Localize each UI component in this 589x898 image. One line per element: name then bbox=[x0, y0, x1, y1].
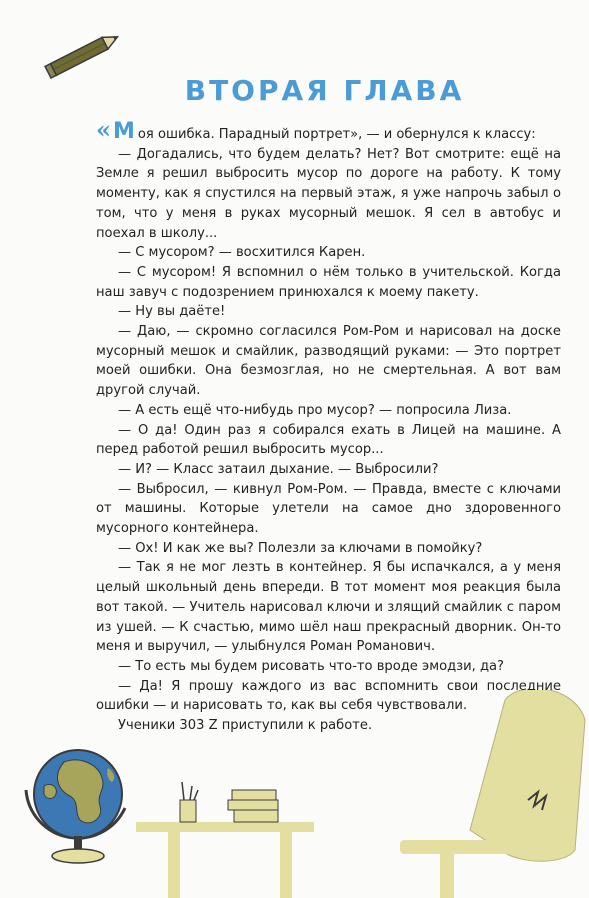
desk-illustration bbox=[136, 782, 314, 898]
paragraph: — С мусором? — восхитился Карен. bbox=[118, 245, 366, 261]
paragraph: — О да! Один раз я собирался ехать в Лицей на машине. А перед работой решил выбросить мусор... bbox=[96, 422, 561, 458]
chair-illustration bbox=[400, 690, 585, 898]
paragraph: — Да! Я прошу каждого из вас вспомнить свои последние ошибки — и нарисовать то, как вы себя чувствовали. bbox=[96, 678, 561, 714]
paragraph: — Догадались, что будем делать? Нет? Вот смотрите: ещё на Земле я решил выбросить мусор по дороге на работу. К тому моменту, как я спустился на первый этаж, я уже напрочь забыл о том, что у меня в руках мусорный мешок. Я сел в автобус и поехал в школу... bbox=[96, 146, 561, 241]
paragraph: — А есть ещё что-нибудь про мусор? — попросила Лиза. bbox=[118, 402, 512, 418]
paragraph: — Ох! И как же вы? Полезли за ключами в помойку? bbox=[118, 540, 483, 556]
chapter-text bbox=[96, 115, 561, 736]
paragraph: — С мусором! Я вспомнил о нём только в учительской. Когда наш завуч с подозрением принюхался к моему пакету. bbox=[96, 264, 561, 300]
drop-quote: « bbox=[96, 115, 111, 144]
classroom-illustration bbox=[0, 690, 589, 898]
paragraph: — То есть мы будем рисовать что-то вроде эмодзи, да? bbox=[118, 658, 504, 674]
paragraph: — Так я не мог лезть в контейнер. Я бы испачкался, а у меня целый школьный день впереди. В тот момент моя реакция была вот такой. — Учитель нарисовал ключи и злящий смайлик с паром из ушей. — К счастью, мимо шёл наш прекрасный дворник. Он-то меня и выручил, — улыбнулся Роман Романович. bbox=[96, 560, 561, 655]
paragraph: — Ну вы даёте! bbox=[118, 304, 226, 320]
globe-illustration bbox=[26, 750, 125, 863]
chapter-title: ВТОРАЯ ГЛАВА bbox=[184, 74, 465, 107]
paragraph: — И? — Класс затаил дыхание. — Выбросили? bbox=[118, 461, 439, 477]
drop-cap-letter: М bbox=[113, 119, 135, 144]
paragraph-first bbox=[96, 115, 561, 145]
paragraph: Ученики 303 Z приступили к работе. bbox=[118, 718, 373, 734]
paragraph: — Даю, — скромно согласился Ром-Ром и нарисовал на доске мусорный мешок и смайлик, разводящий руками: — Это портрет моей ошибки. Она безмозглая, но не смертельная. А вот вам другой случай. bbox=[96, 324, 561, 399]
pencil-illustration bbox=[38, 30, 128, 80]
paragraph-text: оя ошибка. Парадный портрет», — и обернулся к классу: bbox=[137, 127, 536, 142]
paragraph: — Выбросил, — кивнул Ром-Ром. — Правда, вместе с ключами от машины. Которые улетели на самое дно здоровенного мусорного контейнера. bbox=[96, 481, 561, 537]
